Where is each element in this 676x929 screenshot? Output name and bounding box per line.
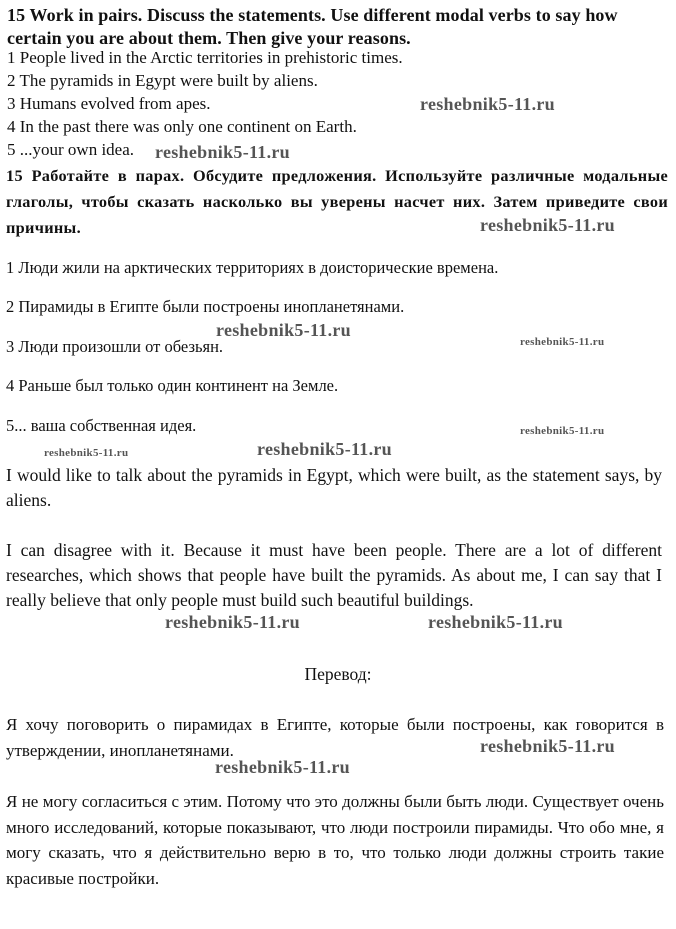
statement-ru-1: 1 Люди жили на арктических территориях в доисторические времена. <box>6 258 499 277</box>
answer-paragraph-2: I can disagree with it. Because it must have been people. There are a lot of different researches, which shows that people have built the pyramids. As about me, I can say that I really believe that only people must build such beautiful buildings. <box>6 540 662 610</box>
statement-en-5: 5 ...your own idea. <box>7 140 135 159</box>
watermark: reshebnik5-11.ru <box>428 612 563 632</box>
translation-paragraph-1: Я хочу поговорить о пирамидах в Египте, которые были построены, как говорится в утверждении, инопланетянами. <box>6 715 664 760</box>
watermark: reshebnik5-11.ru <box>257 439 392 459</box>
task-title-russian: 15 Работайте в парах. Обсудите предложения. Используйте различные модальные глаголы, чтобы сказать насколько вы уверены насчет них. Затем приведите свои причины. <box>6 166 668 237</box>
statement-en-1: 1 People lived in the Arctic territories in prehistoric times. <box>7 48 403 67</box>
watermark: reshebnik5-11.ru <box>155 142 290 162</box>
answer-paragraph-1: I would like to talk about the pyramids in Egypt, which were built, as the statement says, by aliens. <box>6 465 662 510</box>
watermark: reshebnik5-11.ru <box>520 336 605 348</box>
watermark: reshebnik5-11.ru <box>520 425 605 437</box>
statement-ru-4: 4 Раньше был только один континент на Земле. <box>6 376 339 395</box>
translation-heading: Перевод: <box>304 664 372 684</box>
watermark: reshebnik5-11.ru <box>420 94 555 114</box>
watermark: reshebnik5-11.ru <box>480 736 615 756</box>
watermark: reshebnik5-11.ru <box>215 757 350 777</box>
statement-en-2: 2 The pyramids in Egypt were built by aliens. <box>7 71 318 90</box>
watermark: reshebnik5-11.ru <box>44 447 129 459</box>
watermark: reshebnik5-11.ru <box>165 612 300 632</box>
statement-ru-5: 5... ваша собственная идея. <box>6 416 197 435</box>
statement-en-3: 3 Humans evolved from apes. <box>7 94 211 113</box>
statement-ru-2: 2 Пирамиды в Египте были построены инопланетянами. <box>6 297 405 316</box>
watermark: reshebnik5-11.ru <box>480 215 615 235</box>
statement-ru-3: 3 Люди произошли от обезьян. <box>6 337 224 356</box>
watermark: reshebnik5-11.ru <box>216 320 351 340</box>
statement-en-4: 4 In the past there was only one continent on Earth. <box>7 117 357 136</box>
translation-paragraph-2: Я не могу согласиться с этим. Потому что это должны были быть люди. Существует очень много исследований, которые показывают, что люди построили пирамиды. Что обо мне, я могу сказать, что я действительно верю в то, что только люди должны строить такие красивые постройки. <box>6 792 664 888</box>
task-title-english: 15 Work in pairs. Discuss the statements. Use different modal verbs to say how certain you are about them. Then give your reasons. <box>7 5 618 48</box>
